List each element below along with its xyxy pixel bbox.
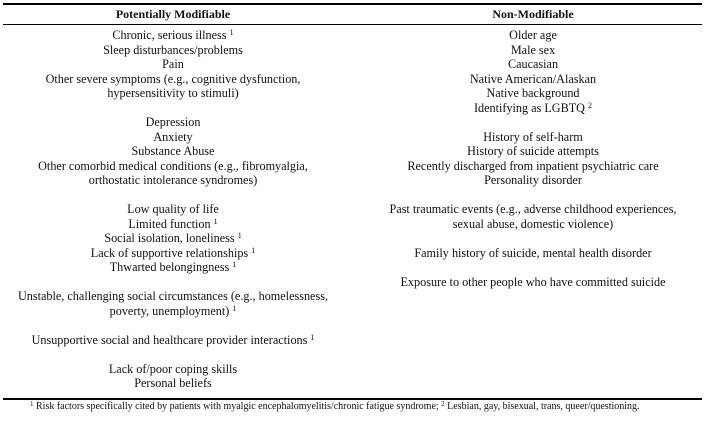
risk-factor-text: Lack of supportive relationships [90,245,249,260]
footnote-text-1: Risk factors specifically cited by patients with myalgic encephalomyelitis/chronic fatigue syndrome; [36,401,439,412]
risk-factor-line [3,217,343,232]
footnote-text-2: Lesbian, gay, bisexual, trans, queer/questioning. [447,401,640,412]
risk-factor-line [3,246,343,261]
risk-factor-line [365,159,701,174]
row-spacer [365,231,701,246]
risk-factor-text: Recently discharged from inpatient psychiatric care [407,158,659,173]
risk-factor-line [3,144,343,159]
risk-factor-line [3,57,343,72]
risk-factor-text: Depression [145,115,201,129]
footnote-reference: 1 [251,245,256,255]
risk-factor-text: Other comorbid medical conditions (e.g., fibromyalgia, [38,158,308,173]
potentially-modifiable-column [3,28,343,391]
risk-factor-line [365,86,701,101]
risk-factor-text: Other severe symptoms (e.g., cognitive dysfunction, [45,71,301,86]
table-bottom-rule [3,398,702,400]
risk-factor-text: Pain [162,57,184,71]
footnote-reference: 1 [232,303,237,313]
risk-factor-text: History of suicide attempts [467,144,599,158]
risk-factor-line [3,231,343,246]
risk-factor-line [365,57,701,72]
footnote-marker-1: 1 [30,400,34,408]
risk-factor-text: Older age [509,28,557,42]
risk-factor-text: Exposure to other people who have committed suicide [400,274,666,289]
row-spacer [3,101,343,116]
table-top-rule [3,3,702,5]
non-modifiable-column [365,28,701,289]
header-rule [3,24,702,25]
risk-factor-line [3,43,343,58]
row-spacer [365,260,701,275]
risk-factor-line [3,72,343,87]
risk-factor-line [365,101,701,116]
risk-factor-line [3,260,343,275]
risk-factor-line [3,28,343,43]
risk-factor-text: hypersensitivity to stimuli) [107,86,239,100]
risk-factor-line [365,130,701,145]
risk-factor-text: Personality disorder [484,173,582,187]
footnote-reference: 2 [588,100,593,110]
risk-factor-text: Native American/Alaskan [469,71,597,86]
risk-factor-text: Male sex [510,42,556,57]
footnote-reference: 1 [310,332,315,342]
risk-factor-line [365,173,701,188]
risk-factor-text: Caucasian [507,57,559,71]
risk-factor-line [3,289,343,304]
risk-factor-text: Limited function [128,216,211,231]
risk-factor-line [365,28,701,43]
risk-factor-text: Social isolation, loneliness [104,231,235,245]
risk-factor-text: Lack of/poor coping skills [108,361,238,376]
risk-factor-line [3,173,343,188]
footnote-marker-2: 2 [441,400,445,408]
row-spacer [3,188,343,203]
risk-factor-text: Anxiety [153,129,193,144]
risk-factor-text: sexual abuse, domestic violence) [452,216,614,231]
risk-factor-line [365,144,701,159]
row-spacer [365,115,701,130]
risk-factor-text: orthostatic intolerance syndromes) [88,173,258,187]
risk-factor-text: Identifying as LGBTQ [473,100,585,115]
risk-factor-line [3,362,343,377]
risk-factor-text: Past traumatic events (e.g., adverse childhood experiences, [389,202,677,216]
header-potentially-modifiable: Potentially Modifiable [115,7,231,21]
footnote-reference: 1 [213,216,218,226]
risk-factor-line [3,202,343,217]
risk-factor-line [3,159,343,174]
risk-factor-text: Thwarted belongingness [109,260,230,274]
risk-factor-line [3,130,343,145]
risk-factor-line [365,72,701,87]
risk-factor-text: Sleep disturbances/problems [103,42,243,57]
risk-factor-text: poverty, unemployment) [109,303,230,318]
risk-factor-text: Unstable, challenging social circumstances (e.g., homelessness, [17,289,328,303]
header-non-modifiable: Non-Modifiable [492,7,574,21]
risk-factor-text: Personal beliefs [134,376,212,390]
risk-factor-line [365,217,701,232]
risk-factor-text: Unsupportive social and healthcare provider interactions [31,332,308,347]
risk-factor-text: History of self-harm [483,129,583,144]
risk-factor-line [3,115,343,130]
row-spacer [3,318,343,333]
risk-factor-line [365,202,701,217]
footnote-reference: 1 [237,231,242,240]
risk-factor-text: Substance Abuse [131,144,215,158]
row-spacer [3,347,343,362]
risk-factor-line [365,43,701,58]
risk-factor-text: Chronic, serious illness [112,28,227,42]
footnote-reference: 1 [232,260,237,269]
risk-factor-line [3,86,343,101]
risk-factor-line [3,304,343,319]
row-spacer [3,275,343,290]
risk-factor-line [3,333,343,348]
risk-factor-line [365,246,701,261]
row-spacer [365,188,701,203]
risk-factor-text: Native background [486,86,580,100]
risk-factor-text: Family history of suicide, mental health disorder [414,245,652,260]
footnote-reference: 1 [229,28,234,37]
risk-factor-text: Low quality of life [127,202,219,216]
risk-factor-line [3,376,343,391]
table-footnote [30,401,700,413]
risk-factor-line [365,275,701,290]
